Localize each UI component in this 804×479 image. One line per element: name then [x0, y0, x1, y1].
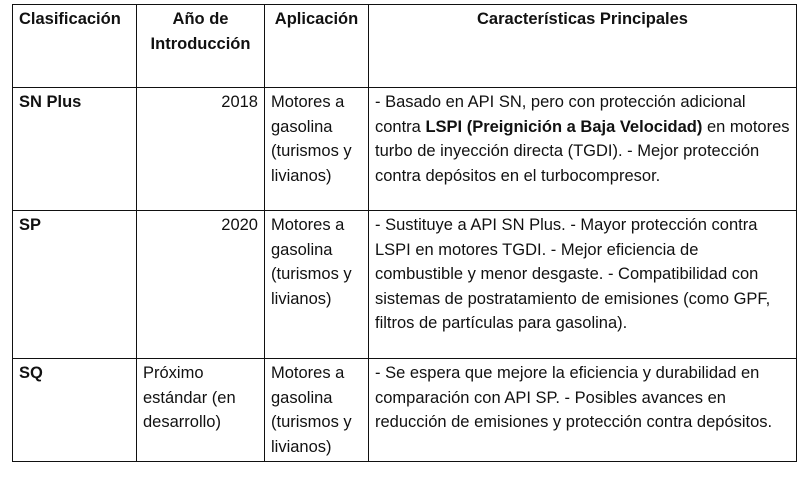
table-row: [13, 211, 797, 359]
cell-features: - Se espera que mejore la eficiencia y durabilidad en comparación con API SP. - Posibles avances en reducción de emisiones y protección contra depósitos.: [369, 359, 797, 462]
table-header-row: [13, 5, 797, 88]
header-classification: Clasificación: [13, 5, 137, 88]
cell-classification: SN Plus: [13, 88, 137, 211]
cell-year: Próximo estándar (en desarrollo): [137, 359, 265, 462]
header-application: Aplicación: [265, 5, 369, 88]
table-row: [13, 359, 797, 462]
features-text-bold: LSPI (Preignición a Baja Velocidad): [425, 117, 703, 136]
header-year: Año de Introducción: [137, 5, 265, 88]
header-features: Características Principales: [369, 5, 797, 88]
cell-features: [369, 88, 797, 211]
features-text-pre: - Basado en API SN, pero con protección adicional contra: [375, 93, 746, 136]
cell-features: - Sustituye a API SN Plus. - Mayor protección contra LSPI en motores TGDI. - Mejor eficiencia de combustible y menor desgaste. - Compatibilidad con sistemas de postratamiento de emisiones (como GPF, filtros de partículas para gasolina).: [369, 211, 797, 359]
cell-year: 2018: [137, 88, 265, 211]
table-row: [13, 88, 797, 211]
features-text-post: en motores turbo de inyección directa (TGDI). - Mejor protección contra depósitos en el turbocompresor.: [375, 117, 790, 185]
cell-classification: SP: [13, 211, 137, 359]
cell-application: Motores a gasolina (turismos y livianos): [265, 88, 369, 211]
cell-year: 2020: [137, 211, 265, 359]
cell-application: Motores a gasolina (turismos y livianos): [265, 211, 369, 359]
cell-application: Motores a gasolina (turismos y livianos): [265, 359, 369, 462]
api-classification-table: [12, 4, 797, 462]
cell-classification: SQ: [13, 359, 137, 462]
